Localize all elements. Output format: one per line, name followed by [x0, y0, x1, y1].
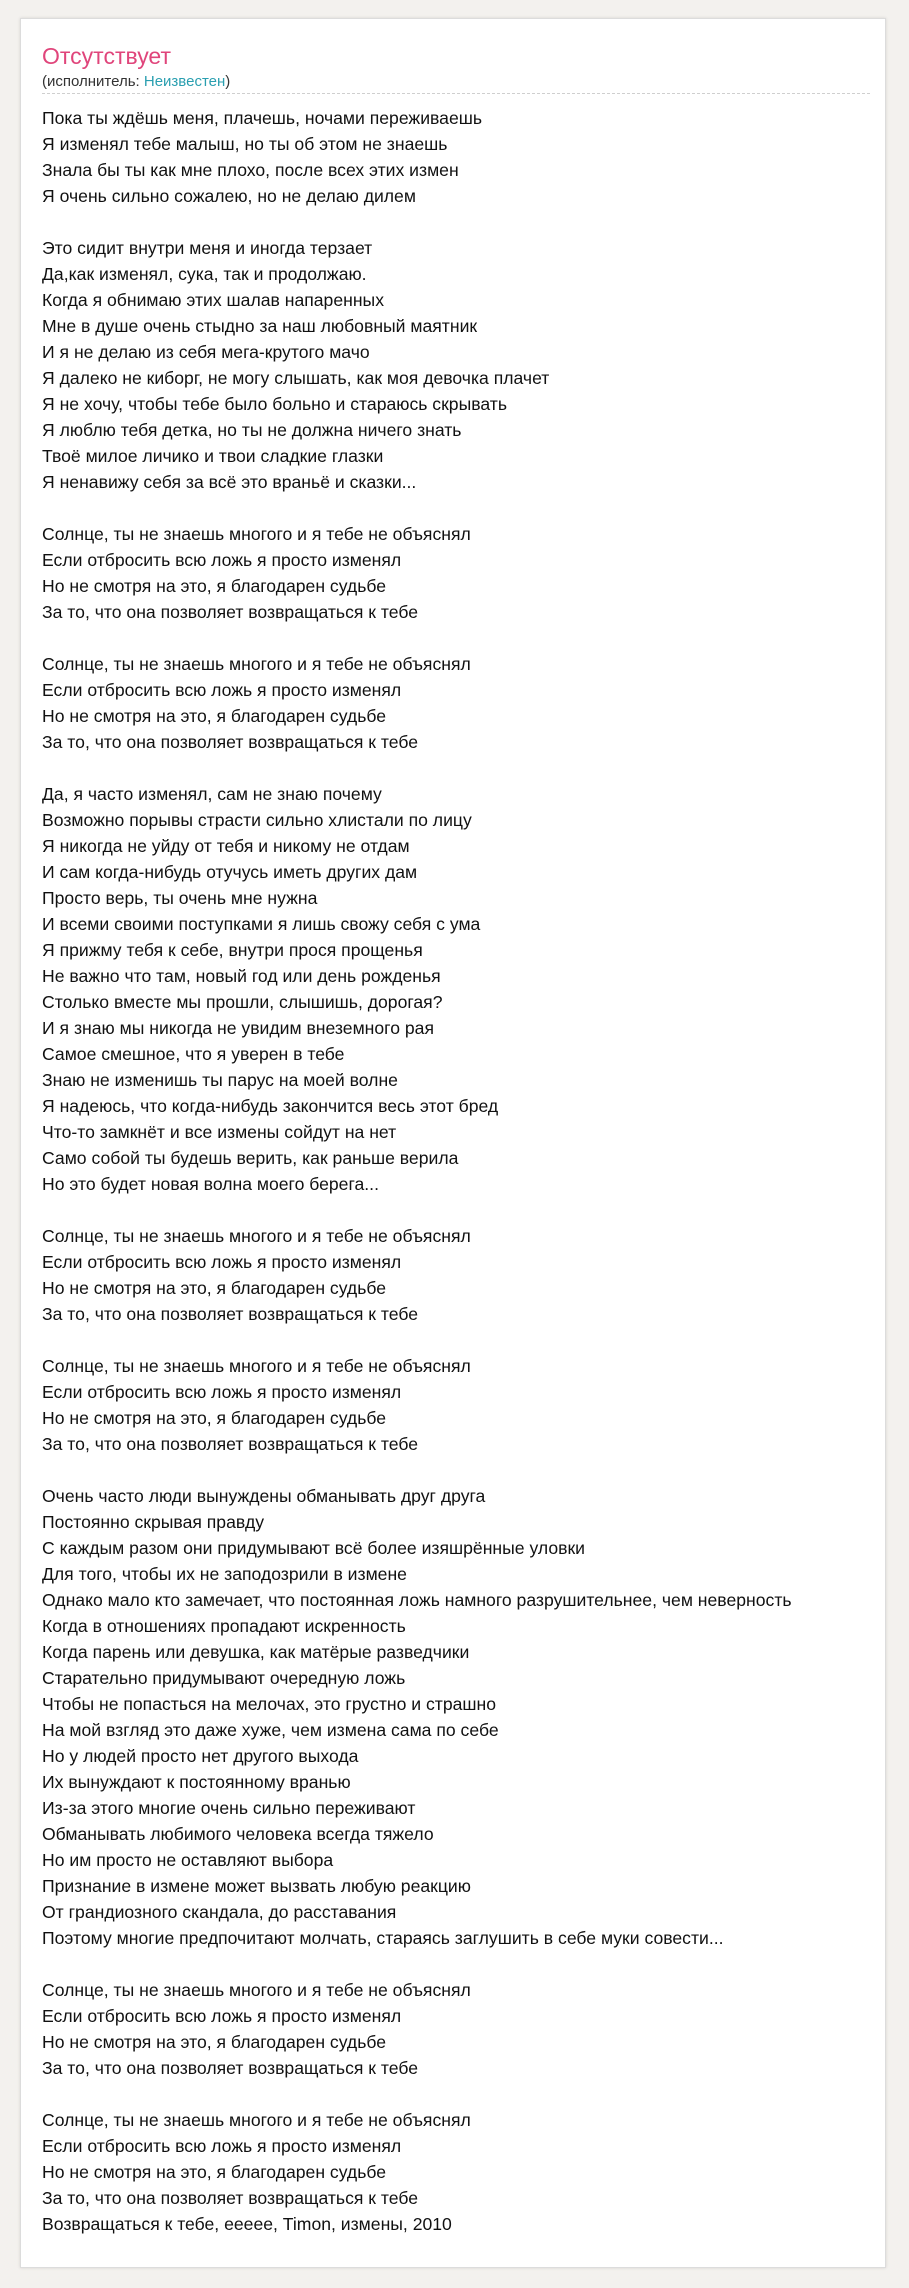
song-title: Отсутствует [42, 43, 171, 69]
lyrics-line: Но им просто не оставляют выбора [42, 1850, 334, 1870]
lyrics-line: Солнце, ты не знаешь многого и я тебе не объяснял [42, 2110, 471, 2130]
lyrics-line: Просто верь, ты очень мне нужна [42, 888, 318, 908]
lyrics-line: Но у людей просто нет другого выхода [42, 1746, 359, 1766]
lyrics-line: Чтобы не попасться на мелочах, это грустно и страшно [42, 1694, 497, 1714]
lyrics-line: Если отбросить всю ложь я просто изменял [42, 2006, 402, 2026]
lyrics-line: Но не смотря на это, я благодарен судьбе [42, 706, 387, 726]
lyrics-line: Что-то замкнёт и все измены сойдут на нет [42, 1122, 397, 1142]
lyrics-line: Обманывать любимого человека всегда тяжело [42, 1824, 434, 1844]
lyrics-line: Но не смотря на это, я благодарен судьбе [42, 2032, 387, 2052]
lyrics-line: Я прижму тебя к себе, внутри прося прощенья [42, 940, 423, 960]
lyrics-line: Мне в душе очень стыдно за наш любовный маятник [42, 316, 478, 336]
lyrics-line: Но не смотря на это, я благодарен судьбе [42, 1278, 387, 1298]
lyrics-line: Признание в измене может вызвать любую реакцию [42, 1876, 471, 1896]
lyrics-line: Я ненавижу себя за всё это враньё и сказки... [42, 472, 417, 492]
lyrics-line: Возможно порывы страсти сильно хлистали по лицу [42, 810, 472, 830]
lyrics-stanza [42, 235, 886, 495]
lyrics-line: Если отбросить всю ложь я просто изменял [42, 2136, 402, 2156]
lyrics-line: И я знаю мы никогда не увидим внеземного рая [42, 1018, 434, 1038]
lyrics-line: Поэтому многие предпочитают молчать, стараясь заглушить в себе муки совести... [42, 1928, 724, 1948]
lyrics-line: Но не смотря на это, я благодарен судьбе [42, 1408, 387, 1428]
lyrics-line: Возвращаться к тебе, еееее, Timon, измены, 2010 [42, 2214, 452, 2234]
lyrics-line: За то, что она позволяет возвращаться к тебе [42, 602, 418, 622]
lyrics-line: И сам когда-нибудь отучусь иметь других дам [42, 862, 418, 882]
lyrics-line: Но это будет новая волна моего берега... [42, 1174, 379, 1194]
lyrics-line: Из-за этого многие очень сильно переживают [42, 1798, 416, 1818]
lyrics-line: Я люблю тебя детка, но ты не должна ничего знать [42, 420, 462, 440]
lyrics-line: Да, я часто изменял, сам не знаю почему [42, 784, 382, 804]
lyrics-line: За то, что она позволяет возвращаться к тебе [42, 732, 418, 752]
lyrics-line: Если отбросить всю ложь я просто изменял [42, 550, 402, 570]
lyrics-line: Не важно что там, новый год или день рожденья [42, 966, 441, 986]
lyrics-line: От грандиозного скандала, до расставания [42, 1902, 397, 1922]
lyrics-line: Когда парень или девушка, как матёрые разведчики [42, 1642, 470, 1662]
lyrics-line: Для того, чтобы их не заподозрили в измене [42, 1564, 407, 1584]
lyrics-line: За то, что она позволяет возвращаться к тебе [42, 2188, 418, 2208]
lyrics-line: Я надеюсь, что когда-нибудь закончится весь этот бред [42, 1096, 499, 1116]
lyrics-line: Я никогда не уйду от тебя и никому не отдам [42, 836, 410, 856]
lyrics-line: Самое смешное, что я уверен в тебе [42, 1044, 345, 1064]
lyrics-line: Солнце, ты не знаешь многого и я тебе не объяснял [42, 524, 471, 544]
lyrics-line: На мой взгляд это даже хуже, чем измена сама по себе [42, 1720, 499, 1740]
lyrics-stanza [42, 105, 886, 209]
lyrics-stanza [42, 1353, 886, 1457]
lyrics-line: С каждым разом они придумывают всё более изяшрённые уловки [42, 1538, 585, 1558]
lyrics-line: Само собой ты будешь верить, как раньше верила [42, 1148, 459, 1168]
lyrics-line: За то, что она позволяет возвращаться к тебе [42, 2058, 418, 2078]
lyrics-stanza [42, 521, 886, 625]
lyrics-line: Но не смотря на это, я благодарен судьбе [42, 2162, 387, 2182]
lyrics-line: Постоянно скрывая правду [42, 1512, 265, 1532]
lyrics-line: Я очень сильно сожалею, но не делаю дилем [42, 186, 416, 206]
lyrics-stanza [42, 781, 886, 1197]
lyrics-line: И всеми своими поступками я лишь свожу себя с ума [42, 914, 481, 934]
lyrics-stanza [42, 651, 886, 755]
lyrics-line: Старательно придумывают очередную ложь [42, 1668, 406, 1688]
lyrics-stanza [42, 1483, 886, 1951]
lyrics-line: Столько вместе мы прошли, слышишь, дорогая? [42, 992, 443, 1012]
lyrics-line: Их вынуждают к постоянному вранью [42, 1772, 351, 1792]
lyrics-line: Солнце, ты не знаешь многого и я тебе не объяснял [42, 1226, 471, 1246]
artist-prefix: (исполнитель: [42, 73, 144, 90]
lyrics-line: Если отбросить всю ложь я просто изменял [42, 1252, 402, 1272]
artist-link[interactable]: Неизвестен [143, 73, 226, 90]
lyrics-line: Если отбросить всю ложь я просто изменял [42, 680, 402, 700]
lyrics-line: Солнце, ты не знаешь многого и я тебе не объяснял [42, 654, 471, 674]
lyrics-line: Но не смотря на это, я благодарен судьбе [42, 576, 387, 596]
lyrics-line: Солнце, ты не знаешь многого и я тебе не объяснял [42, 1356, 471, 1376]
title-divider [42, 93, 870, 94]
lyrics-card [20, 18, 886, 2268]
lyrics-line: Я изменял тебе малыш, но ты об этом не знаешь [42, 134, 448, 154]
lyrics-line: Это сидит внутри меня и иногда терзает [42, 238, 373, 258]
lyrics-line: Очень часто люди вынуждены обманывать друг друга [42, 1486, 486, 1506]
lyrics-line: За то, что она позволяет возвращаться к тебе [42, 1304, 418, 1324]
lyrics-line: Знаю не изменишь ты парус на моей волне [42, 1070, 398, 1090]
lyrics-line: Однако мало кто замечает, что постоянная ложь намного разрушительнее, чем неверность [42, 1590, 792, 1610]
lyrics-line: Я не хочу, чтобы тебе было больно и стараюсь скрывать [42, 394, 508, 414]
artist-line [42, 73, 230, 91]
lyrics-stanza [42, 1977, 886, 2081]
lyrics-line: Твоё милое личико и твои сладкие глазки [42, 446, 384, 466]
lyrics-line: Я далеко не киборг, не могу слышать, как моя девочка плачет [42, 368, 550, 388]
lyrics-line: Знала бы ты как мне плохо, после всех этих измен [42, 160, 459, 180]
lyrics-line: Да,как изменял, сука, так и продолжаю. [42, 264, 367, 284]
lyrics-line: Когда в отношениях пропадают искренность [42, 1616, 406, 1636]
lyrics-line: За то, что она позволяет возвращаться к тебе [42, 1434, 418, 1454]
lyrics-stanza [42, 1223, 886, 1327]
lyrics-line: Пока ты ждёшь меня, плачешь, ночами переживаешь [42, 108, 483, 128]
lyrics-line: Если отбросить всю ложь я просто изменял [42, 1382, 402, 1402]
lyrics-line: Когда я обнимаю этих шалав напаренных [42, 290, 384, 310]
lyrics-line: Солнце, ты не знаешь многого и я тебе не объяснял [42, 1980, 471, 2000]
lyrics-body [42, 105, 886, 2263]
lyrics-stanza [42, 2107, 886, 2237]
artist-suffix: ) [225, 73, 231, 90]
lyrics-line: И я не делаю из себя мега-крутого мачо [42, 342, 370, 362]
